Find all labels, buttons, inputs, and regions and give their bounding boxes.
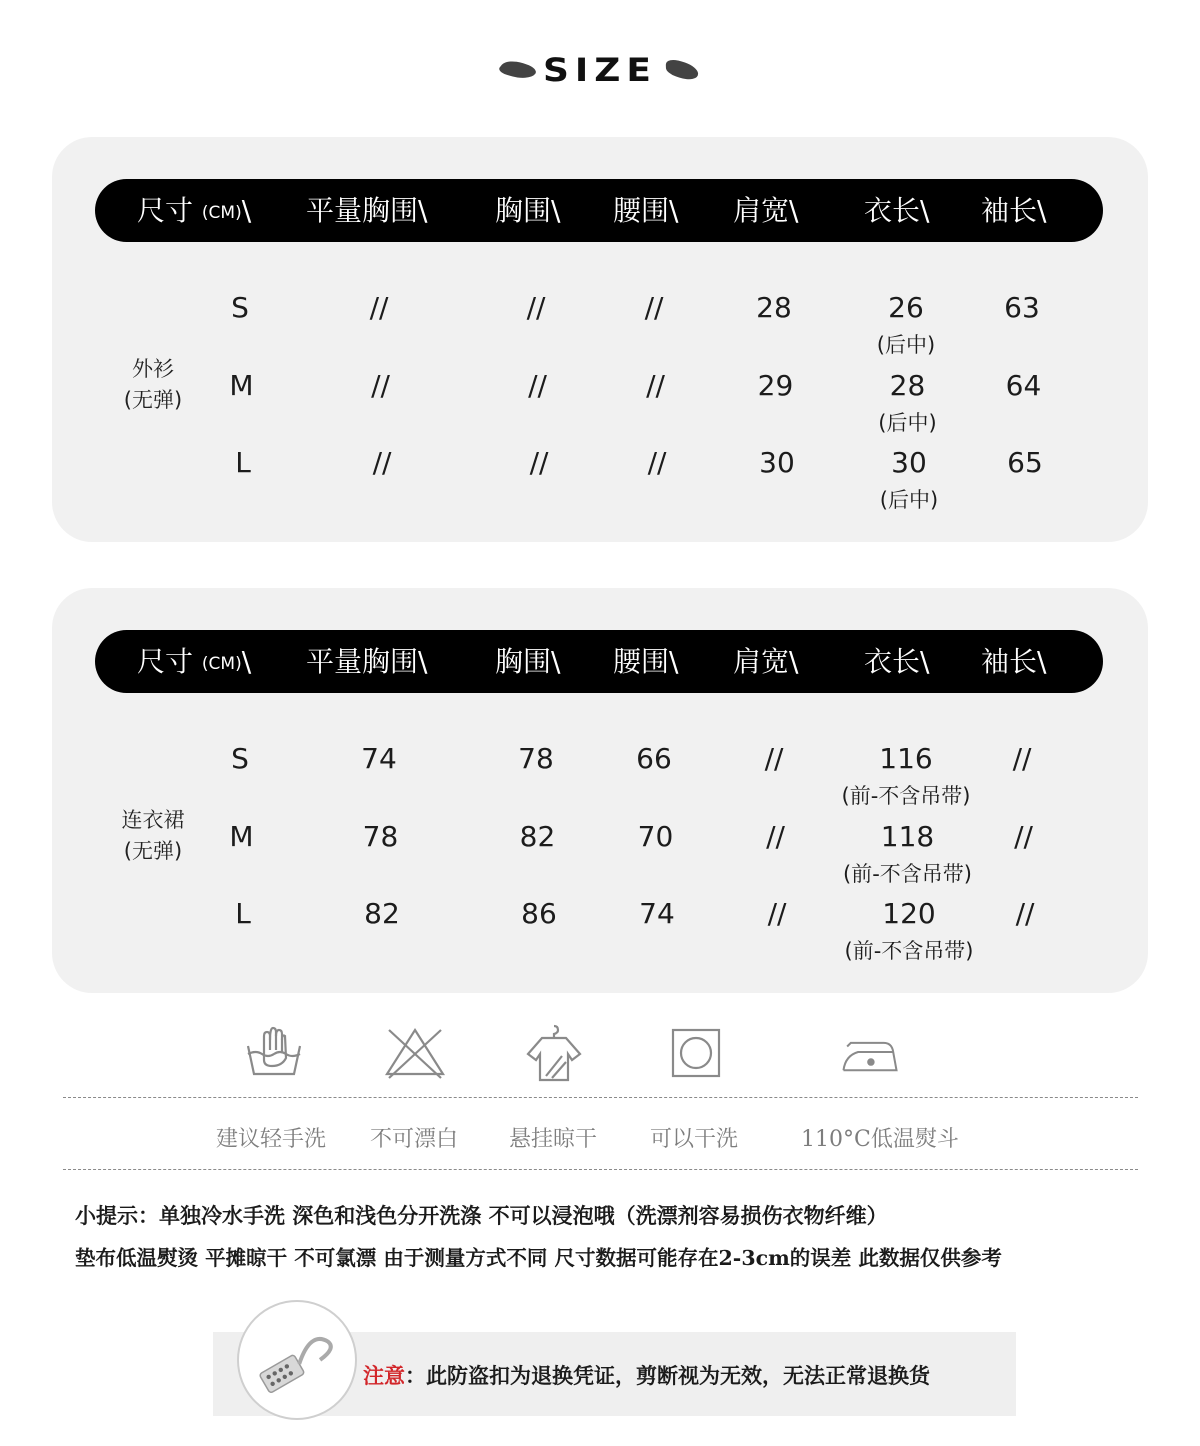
no-bleach-icon: [383, 1020, 447, 1084]
header-bust: 胸围\: [495, 645, 561, 678]
cell-bust: //: [528, 369, 547, 402]
cell-waist: 70: [637, 820, 674, 853]
cell-waist: //: [646, 369, 665, 402]
cell-bust: //: [529, 446, 549, 479]
cell-bust: 86: [521, 897, 557, 930]
cell-shoulder: 29: [757, 369, 794, 402]
cell-length: 116: [879, 742, 933, 775]
header-length: 衣长\: [864, 194, 930, 227]
cell-sleeve: //: [1012, 742, 1032, 775]
security-tag-image: [237, 1300, 357, 1420]
cell-length-note: (前-不含吊带): [844, 939, 974, 963]
divider: [63, 1169, 1138, 1170]
care-label-hang-dry: 悬挂晾干: [509, 1127, 598, 1152]
security-tag-icon: [239, 1302, 355, 1418]
cell-sleeve: //: [1015, 897, 1035, 930]
cell-length-note: (前-不含吊带): [841, 784, 971, 808]
header-shoulder: 肩宽\: [733, 645, 799, 678]
cell-length: 28: [889, 369, 926, 402]
cell-size: M: [229, 820, 254, 853]
brush-stroke-left-icon: [497, 58, 540, 82]
cell-length-note: (后中): [876, 333, 936, 357]
header-bust-flat: 平量胸围\: [306, 645, 428, 678]
header-shoulder: 肩宽\: [733, 194, 799, 227]
care-label-dry-clean: 可以干洗: [650, 1127, 739, 1152]
cell-length: 26: [888, 291, 924, 324]
header-sleeve: 袖长\: [981, 645, 1047, 678]
cell-length: 120: [882, 897, 936, 930]
cell-size: L: [235, 897, 251, 930]
cell-bust-flat: 74: [361, 742, 397, 775]
cell-waist: //: [647, 446, 667, 479]
cell-length-note: (后中): [878, 411, 937, 435]
hand-wash-icon: [242, 1020, 306, 1084]
cell-length: 30: [891, 446, 927, 479]
cell-bust-flat: //: [371, 369, 390, 402]
header-size: 尺寸 (CM)\: [137, 194, 252, 227]
cell-sleeve: //: [1014, 820, 1033, 853]
cell-bust-flat: 82: [364, 897, 400, 930]
header-size: 尺寸 (CM)\: [137, 645, 252, 678]
cell-bust-flat: //: [372, 446, 392, 479]
cell-length-note: (前-不含吊带): [843, 862, 972, 886]
notice-text: [363, 1360, 930, 1390]
header-waist: 腰围\: [613, 645, 679, 678]
header-length: 衣长\: [864, 645, 930, 678]
notice-label: 注意: [363, 1363, 405, 1388]
cell-bust-flat: //: [369, 291, 389, 324]
cell-shoulder: //: [764, 742, 784, 775]
size-table-bottom: [52, 588, 1148, 993]
cell-length-note: (后中): [879, 488, 939, 512]
care-tip-line-2: 垫布低温熨烫 平摊晾干 不可氯漂 由于测量方式不同 尺寸数据可能存在2-3cm的误差 此数据仅供参考: [75, 1246, 1002, 1270]
title-text: SIZE: [542, 51, 658, 89]
header-waist: 腰围\: [613, 194, 679, 227]
cell-sleeve: 63: [1004, 291, 1040, 324]
cell-waist: 74: [639, 897, 675, 930]
cell-shoulder: 28: [756, 291, 792, 324]
table-header: [95, 179, 1103, 242]
header-bust: 胸围\: [495, 194, 561, 227]
category-label: 连衣裙 (无弹): [121, 808, 185, 863]
cell-bust: 82: [519, 820, 556, 853]
header-bust-flat: 平量胸围\: [306, 194, 428, 227]
cell-waist: 66: [636, 742, 672, 775]
cell-size: S: [231, 742, 249, 775]
brush-stroke-right-icon: [666, 56, 699, 84]
cell-length: 118: [880, 820, 935, 853]
care-label-no-bleach: 不可漂白: [370, 1127, 459, 1152]
divider: [63, 1097, 1138, 1098]
table-header: [95, 630, 1103, 693]
cell-size: M: [229, 369, 254, 402]
cell-shoulder: 30: [759, 446, 795, 479]
cell-shoulder: //: [767, 897, 787, 930]
care-tip-line-1: 小提示：单独冷水手洗 深色和浅色分开洗涤 不可以浸泡哦（洗漂剂容易损伤衣物纤维）: [75, 1203, 888, 1228]
cell-size: L: [235, 446, 251, 479]
care-label-hand-wash: 建议轻手洗: [216, 1127, 327, 1152]
category-label: 外衫 (无弹): [123, 357, 183, 412]
header-sleeve: 袖长\: [981, 194, 1047, 227]
hang-dry-icon: [522, 1020, 586, 1084]
iron-low-icon: [838, 1020, 908, 1084]
cell-waist: //: [644, 291, 664, 324]
cell-bust: 78: [518, 742, 554, 775]
cell-sleeve: 64: [1005, 369, 1042, 402]
notice-body: ：此防盗扣为退换凭证，剪断视为无效，无法正常退换货: [405, 1363, 930, 1388]
dry-clean-icon: [665, 1020, 729, 1084]
cell-size: S: [231, 291, 249, 324]
cell-sleeve: 65: [1007, 446, 1043, 479]
cell-shoulder: //: [766, 820, 785, 853]
size-table-top: [52, 137, 1148, 542]
care-label-iron: 110°C低温熨斗: [801, 1127, 959, 1152]
cell-bust-flat: 78: [362, 820, 399, 853]
cell-bust: //: [526, 291, 546, 324]
size-title: [0, 48, 1200, 92]
